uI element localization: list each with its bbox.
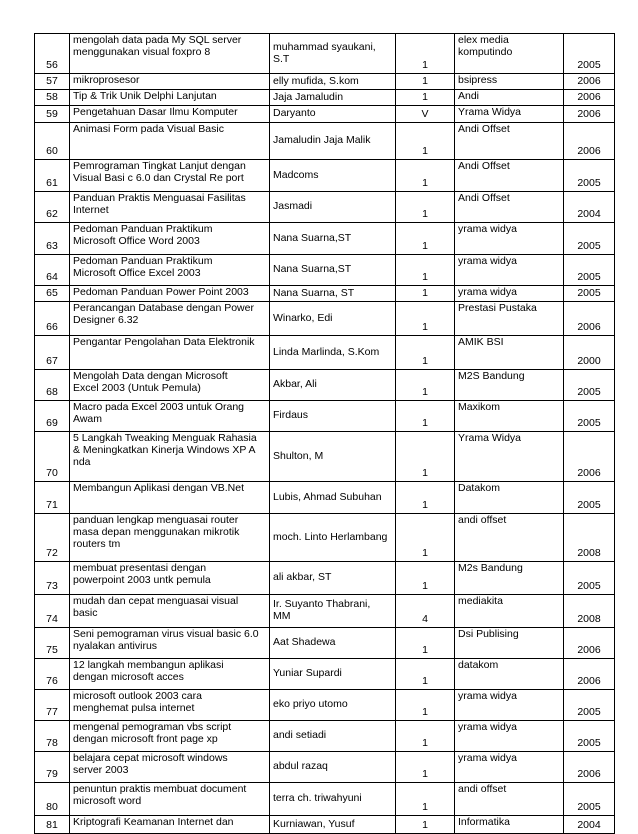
cell-title-line: Pedoman Panduan Praktikum	[73, 223, 213, 235]
cell-author	[270, 123, 396, 160]
cell-publisher	[455, 659, 564, 690]
cell-author-line: Jasmadi	[273, 200, 313, 213]
cell-author	[270, 370, 396, 401]
cell-author-line: Yuniar Supardi	[273, 667, 342, 680]
cell-author-line: Ir. Suyanto Thabrani,	[273, 598, 371, 611]
cell-author	[270, 34, 396, 74]
cell-title-line: Seni pemograman virus visual basic 6.0	[73, 628, 259, 640]
cell-author	[270, 336, 396, 370]
cell-year: 2005	[564, 562, 615, 595]
cell-author	[270, 659, 396, 690]
cell-author-line: eko priyo utomo	[273, 698, 348, 711]
cell-author	[270, 482, 396, 514]
cell-quantity: 1	[396, 721, 455, 752]
cell-title	[70, 562, 270, 595]
cell-title-line: nyalakan antivirus	[73, 639, 158, 652]
cell-quantity: 1	[396, 432, 455, 482]
cell-title	[70, 432, 270, 482]
cell-author-line: Shulton, M	[273, 449, 324, 462]
cell-year: 2005	[564, 690, 615, 721]
cell-author-line: Nana Suarna,ST	[273, 231, 352, 244]
cell-number: 67	[35, 336, 70, 370]
cell-title	[70, 370, 270, 401]
cell-publisher	[455, 816, 564, 834]
cell-author-line: muhammad syaukani,	[273, 40, 376, 53]
cell-publisher	[455, 370, 564, 401]
cell-publisher-line: Andi Offset	[458, 160, 510, 172]
cell-author-line: abdul razaq	[273, 760, 328, 773]
cell-quantity: 1	[396, 223, 455, 255]
cell-year: 2006	[564, 752, 615, 783]
cell-publisher	[455, 595, 564, 628]
cell-publisher-line: Dsi Publising	[458, 628, 519, 640]
cell-year: 2005	[564, 721, 615, 752]
cell-title-line: Internet	[73, 203, 109, 216]
cell-year: 2005	[564, 286, 615, 302]
cell-quantity: 1	[396, 255, 455, 286]
cell-quantity: 1	[396, 690, 455, 721]
cell-publisher	[455, 783, 564, 816]
cell-number: 77	[35, 690, 70, 721]
cell-title-line: nda	[73, 455, 91, 468]
cell-author-line: Firdaus	[273, 409, 309, 422]
cell-title	[70, 106, 270, 123]
cell-publisher-line: Andi	[458, 90, 480, 102]
cell-quantity: 1	[396, 123, 455, 160]
cell-title-line: Macro pada Excel 2003 untuk Orang	[73, 401, 245, 413]
cell-quantity: 1	[396, 562, 455, 595]
table-row	[35, 223, 615, 255]
cell-year: 2005	[564, 482, 615, 514]
cell-author-line: Daryanto	[273, 107, 316, 120]
cell-title-line: mudah dan cepat menguasai visual	[73, 595, 239, 607]
cell-publisher	[455, 192, 564, 223]
cell-publisher	[455, 482, 564, 514]
cell-publisher	[455, 336, 564, 370]
cell-title-line: Pengetahuan Dasar Ilmu Komputer	[73, 106, 238, 118]
cell-number: 65	[35, 286, 70, 302]
cell-title	[70, 690, 270, 721]
cell-author-line: Jaja Jamaludin	[273, 90, 344, 103]
cell-publisher-line: Andi Offset	[458, 123, 510, 135]
table-row	[35, 721, 615, 752]
cell-year: 2005	[564, 160, 615, 192]
cell-number: 63	[35, 223, 70, 255]
cell-author-line: Nana Suarna,ST	[273, 263, 352, 276]
cell-number: 64	[35, 255, 70, 286]
table-row	[35, 659, 615, 690]
cell-title-line: menggunakan visual foxpro 8	[73, 45, 211, 58]
cell-number: 57	[35, 74, 70, 90]
cell-author-line: Linda Marlinda, S.Kom	[273, 345, 380, 358]
cell-title-line: Pengantar Pengolahan Data Elektronik	[73, 336, 255, 348]
cell-author	[270, 628, 396, 659]
cell-quantity: 1	[396, 783, 455, 816]
cell-quantity: 1	[396, 370, 455, 401]
cell-title-line: Microsoft Office Excel 2003	[73, 266, 201, 279]
cell-publisher	[455, 628, 564, 659]
cell-title-line: mikroprosesor	[73, 74, 140, 86]
cell-title	[70, 90, 270, 106]
table-row	[35, 690, 615, 721]
cell-author-line: Akbar, Ali	[273, 378, 317, 391]
cell-year: 2005	[564, 401, 615, 432]
table-row	[35, 816, 615, 834]
cell-publisher	[455, 90, 564, 106]
cell-quantity: 1	[396, 160, 455, 192]
table-row	[35, 302, 615, 336]
cell-title	[70, 336, 270, 370]
cell-title	[70, 302, 270, 336]
cell-author	[270, 562, 396, 595]
cell-author	[270, 106, 396, 123]
cell-author	[270, 721, 396, 752]
cell-publisher	[455, 74, 564, 90]
cell-title-line: Microsoft Office Word 2003	[73, 234, 200, 247]
cell-title	[70, 160, 270, 192]
cell-title	[70, 514, 270, 562]
cell-number: 71	[35, 482, 70, 514]
table-body	[35, 34, 615, 834]
cell-author-line: Lubis, Ahmad Subuhan	[273, 490, 382, 503]
cell-publisher-line: M2s Bandung	[458, 562, 523, 574]
cell-publisher	[455, 223, 564, 255]
cell-year: 2005	[564, 783, 615, 816]
cell-number: 81	[35, 816, 70, 834]
cell-title-line: microsoft word	[73, 794, 142, 807]
cell-publisher	[455, 106, 564, 123]
table-row	[35, 595, 615, 628]
cell-publisher-line: datakom	[458, 659, 499, 671]
cell-year: 2006	[564, 74, 615, 90]
cell-number: 59	[35, 106, 70, 123]
cell-title-line: penuntun praktis membuat document	[73, 783, 247, 795]
cell-publisher-line: mediakita	[458, 595, 503, 607]
cell-year: 2006	[564, 628, 615, 659]
table-row	[35, 752, 615, 783]
cell-quantity: 1	[396, 74, 455, 90]
cell-number: 73	[35, 562, 70, 595]
table-row	[35, 432, 615, 482]
cell-author	[270, 90, 396, 106]
cell-title-line: Panduan Praktis Menguasai Fasilitas	[73, 192, 246, 204]
cell-publisher-line: M2S Bandung	[458, 370, 525, 382]
cell-quantity: 1	[396, 336, 455, 370]
cell-publisher	[455, 123, 564, 160]
cell-title	[70, 482, 270, 514]
cell-publisher-line: Yrama Widya	[458, 106, 522, 118]
cell-author-line: Aat Shadewa	[273, 636, 336, 649]
cell-title-line: membuat presentasi dengan	[73, 562, 207, 574]
cell-title	[70, 74, 270, 90]
cell-number: 80	[35, 783, 70, 816]
cell-author-line: Winarko, Edi	[273, 311, 333, 324]
cell-author	[270, 192, 396, 223]
table-row	[35, 336, 615, 370]
cell-year: 2006	[564, 432, 615, 482]
cell-title-line: Pedoman Panduan Praktikum	[73, 255, 213, 267]
cell-author-line: S.T	[273, 52, 290, 65]
cell-author	[270, 255, 396, 286]
cell-title	[70, 752, 270, 783]
cell-number: 58	[35, 90, 70, 106]
cell-title	[70, 401, 270, 432]
cell-publisher	[455, 690, 564, 721]
cell-title-line: masa depan menggunakan mikrotik	[73, 525, 240, 538]
cell-quantity: 1	[396, 401, 455, 432]
cell-title	[70, 34, 270, 74]
cell-year: 2008	[564, 514, 615, 562]
cell-number: 75	[35, 628, 70, 659]
table-row	[35, 34, 615, 74]
cell-year: 2006	[564, 302, 615, 336]
cell-number: 60	[35, 123, 70, 160]
cell-author	[270, 595, 396, 628]
cell-number: 79	[35, 752, 70, 783]
table-row	[35, 401, 615, 432]
table-row	[35, 74, 615, 90]
cell-title-line: Designer 6.32	[73, 313, 139, 326]
cell-number: 61	[35, 160, 70, 192]
cell-title-line: Kriptografi Keamanan Internet dan	[73, 816, 234, 828]
cell-title-line: powerpoint 2003 untk pemula	[73, 573, 211, 586]
cell-publisher	[455, 721, 564, 752]
cell-publisher-line: Yrama Widya	[458, 432, 522, 444]
cell-publisher-line: Maxikom	[458, 401, 501, 413]
cell-author-line: Nana Suarna, ST	[273, 286, 355, 299]
table-row	[35, 628, 615, 659]
cell-publisher-line: yrama widya	[458, 752, 517, 764]
cell-author	[270, 401, 396, 432]
cell-year: 2006	[564, 123, 615, 160]
cell-title-line: Visual Basi c 6.0 dan Crystal Re port	[73, 171, 244, 184]
cell-publisher	[455, 34, 564, 74]
cell-title-line: menghemat pulsa internet	[73, 701, 195, 714]
cell-author	[270, 816, 396, 834]
cell-publisher-line: komputindo	[458, 45, 513, 58]
cell-publisher	[455, 302, 564, 336]
cell-quantity: 1	[396, 302, 455, 336]
cell-quantity: 1	[396, 192, 455, 223]
cell-author	[270, 432, 396, 482]
cell-quantity: 1	[396, 34, 455, 74]
cell-number: 78	[35, 721, 70, 752]
cell-author	[270, 74, 396, 90]
cell-title-line: belajara cepat microsoft windows	[73, 752, 228, 764]
cell-year: 2008	[564, 595, 615, 628]
cell-number: 62	[35, 192, 70, 223]
cell-author	[270, 514, 396, 562]
cell-year: 2004	[564, 816, 615, 834]
cell-quantity: 4	[396, 595, 455, 628]
cell-publisher-line: elex media	[458, 34, 509, 46]
cell-quantity: 1	[396, 90, 455, 106]
table-row	[35, 286, 615, 302]
cell-publisher	[455, 562, 564, 595]
cell-author	[270, 783, 396, 816]
cell-number: 68	[35, 370, 70, 401]
cell-year: 2000	[564, 336, 615, 370]
cell-title	[70, 255, 270, 286]
cell-title	[70, 783, 270, 816]
cell-quantity: 1	[396, 286, 455, 302]
cell-title-line: Animasi Form pada Visual Basic	[73, 123, 224, 135]
cell-author-line: ali akbar, ST	[273, 571, 332, 584]
cell-publisher-line: yrama widya	[458, 690, 517, 702]
cell-author	[270, 286, 396, 302]
cell-number: 72	[35, 514, 70, 562]
cell-publisher-line: Datakom	[458, 482, 501, 494]
cell-publisher-line: Prestasi Pustaka	[458, 302, 537, 314]
cell-author	[270, 223, 396, 255]
cell-title-line: Pedoman Panduan Power Point 2003	[73, 286, 249, 298]
table-row	[35, 370, 615, 401]
cell-title-line: Awam	[73, 412, 102, 425]
cell-publisher-line: yrama widya	[458, 223, 517, 235]
cell-year: 2006	[564, 659, 615, 690]
cell-publisher-line: yrama widya	[458, 721, 517, 733]
cell-author-line: Jamaludin Jaja Malik	[273, 134, 371, 147]
cell-title-line: Tip & Trik Unik Delphi Lanjutan	[73, 90, 217, 102]
cell-year: 2005	[564, 223, 615, 255]
cell-author	[270, 690, 396, 721]
cell-title	[70, 628, 270, 659]
table-row	[35, 106, 615, 123]
cell-title	[70, 123, 270, 160]
cell-quantity: 1	[396, 659, 455, 690]
table-row	[35, 562, 615, 595]
cell-quantity: 1	[396, 816, 455, 834]
book-inventory-table	[34, 33, 615, 834]
cell-title-line: server 2003	[73, 763, 129, 776]
table-row	[35, 783, 615, 816]
table-row	[35, 514, 615, 562]
cell-publisher-line: andi offset	[458, 783, 507, 795]
cell-title-line: Excel 2003 (Untuk Pemula)	[73, 381, 201, 394]
cell-publisher-line: AMIK BSI	[458, 336, 504, 348]
cell-publisher	[455, 286, 564, 302]
cell-quantity: 1	[396, 514, 455, 562]
cell-title-line: Pemrograman Tingkat Lanjut dengan	[73, 160, 246, 172]
cell-publisher	[455, 432, 564, 482]
cell-number: 74	[35, 595, 70, 628]
cell-author-line: andi setiadi	[273, 729, 327, 742]
cell-year: 2005	[564, 370, 615, 401]
cell-publisher-line: bsipress	[458, 74, 498, 86]
cell-number: 69	[35, 401, 70, 432]
cell-quantity: 1	[396, 628, 455, 659]
table-row	[35, 192, 615, 223]
cell-number: 56	[35, 34, 70, 74]
table-row	[35, 123, 615, 160]
cell-title	[70, 659, 270, 690]
cell-quantity: 1	[396, 482, 455, 514]
cell-title-line: routers tm	[73, 537, 121, 550]
cell-title-line: dengan microsoft front page xp	[73, 732, 218, 745]
cell-author	[270, 160, 396, 192]
table-row	[35, 482, 615, 514]
cell-year: 2005	[564, 34, 615, 74]
cell-publisher-line: Informatika	[458, 816, 510, 828]
cell-title-line: Perancangan Database dengan Power	[73, 302, 254, 314]
cell-publisher	[455, 514, 564, 562]
cell-author	[270, 752, 396, 783]
cell-author-line: Madcoms	[273, 168, 319, 181]
cell-number: 76	[35, 659, 70, 690]
cell-title-line: & Meningkatkan Kinerja Windows XP A	[73, 443, 256, 456]
cell-publisher	[455, 160, 564, 192]
cell-author	[270, 302, 396, 336]
cell-title-line: panduan lengkap menguasai router	[73, 514, 239, 526]
cell-year: 2006	[564, 90, 615, 106]
cell-author-line: terra ch. triwahyuni	[273, 792, 362, 805]
cell-year: 2004	[564, 192, 615, 223]
table-row	[35, 160, 615, 192]
cell-title	[70, 286, 270, 302]
cell-quantity: V	[396, 106, 455, 123]
cell-publisher	[455, 752, 564, 783]
cell-author-line: elly mufida, S.kom	[273, 74, 359, 87]
cell-publisher	[455, 401, 564, 432]
cell-publisher	[455, 255, 564, 286]
cell-author-line: Kurniawan, Yusuf	[273, 817, 355, 830]
cell-title-line: Membangun Aplikasi dengan VB.Net	[73, 482, 245, 494]
cell-title-line: microsoft outlook 2003 cara	[73, 690, 202, 702]
cell-title-line: Mengolah Data dengan Microsoft	[73, 370, 228, 382]
cell-author-line: moch. Linto Herlambang	[273, 530, 388, 543]
cell-title-line: 5 Langkah Tweaking Menguak Rahasia	[73, 432, 257, 444]
table-row	[35, 90, 615, 106]
cell-number: 66	[35, 302, 70, 336]
cell-author-line: MM	[273, 610, 291, 622]
cell-title	[70, 816, 270, 834]
cell-title	[70, 595, 270, 628]
cell-year: 2005	[564, 255, 615, 286]
cell-publisher-line: yrama widya	[458, 255, 517, 267]
cell-publisher-line: Andi Offset	[458, 192, 510, 204]
cell-title	[70, 192, 270, 223]
table-row	[35, 255, 615, 286]
cell-title-line: mengolah data pada My SQL server	[73, 34, 242, 46]
cell-title-line: dengan microsoft acces	[73, 670, 184, 683]
cell-publisher-line: andi offset	[458, 514, 507, 526]
cell-quantity: 1	[396, 752, 455, 783]
cell-number: 70	[35, 432, 70, 482]
cell-year: 2006	[564, 106, 615, 123]
cell-title-line: 12 langkah membangun aplikasi	[73, 659, 224, 671]
cell-publisher-line: yrama widya	[458, 286, 517, 298]
cell-title-line: basic	[73, 606, 98, 619]
cell-title	[70, 721, 270, 752]
cell-title-line: mengenal pemograman vbs script	[73, 721, 232, 733]
cell-title	[70, 223, 270, 255]
